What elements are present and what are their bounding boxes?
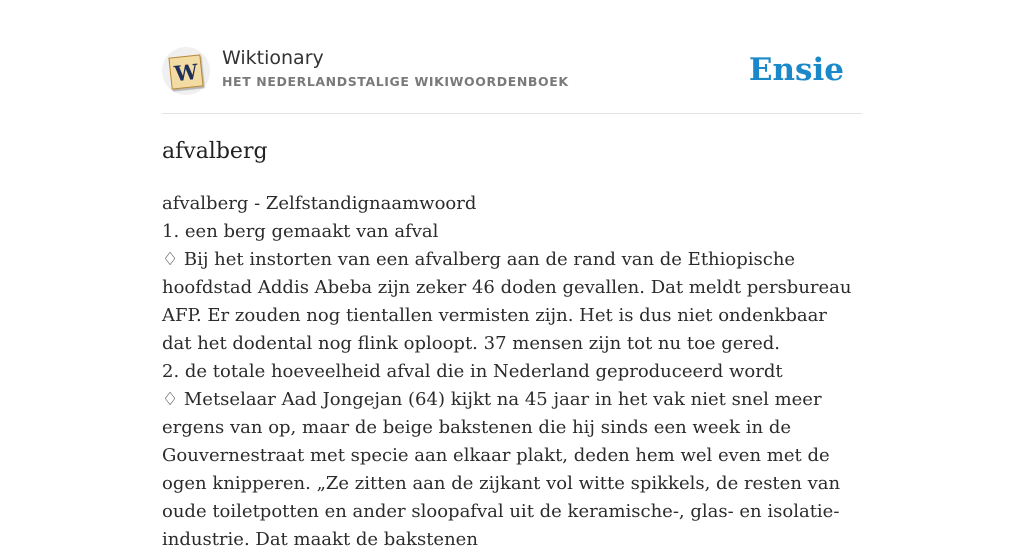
wiktionary-tile-icon: W xyxy=(168,54,203,89)
example-2: ♢ Metselaar Aad Jongejan (64) kijkt na 45 jaar in het vak niet snel meer ergens van op, maar de beige bakstenen die hij sinds een week in de Gouvernestraat met specie aan elkaar plakt, deden hem wel even met de ogen knipperen. „Ze zitten aan de zijkant vol witte spikkels, de resten van oude toiletpotten en ander sloopafval uit de keramische-, glas- en isolatie-industrie. Dat maakt de bakstenen xyxy=(162,389,841,550)
definition-1: 1. een berg gemaakt van afval xyxy=(162,221,439,242)
ensie-logo[interactable]: Ensie xyxy=(748,52,844,88)
site-tagline: HET NEDERLANDSTALIGE WIKIWOORDENBOEK xyxy=(222,74,569,89)
site-name[interactable]: Wiktionary xyxy=(222,47,324,69)
example-1: ♢ Bij het instorten van een afvalberg aan de rand van de Ethiopische hoofdstad Addis Abeba zijn zeker 46 doden gevallen. Dat meldt persbureau AFP. Er zouden nog tientallen vermisten zijn. Het is dus niet ondenkbaar dat het dodental nog flink oploopt. 37 mensen zijn tot nu toe gered. xyxy=(162,249,852,354)
header-divider xyxy=(162,113,862,114)
entry-card xyxy=(162,0,862,550)
entry-heading-line: afvalberg - Zelfstandignaamwoord xyxy=(162,193,477,214)
entry-content xyxy=(162,190,862,554)
wiktionary-logo[interactable] xyxy=(162,47,210,95)
site-header xyxy=(162,44,862,98)
definition-2: 2. de totale hoeveelheid afval die in Nederland geproduceerd wordt xyxy=(162,361,783,382)
page-title: afvalberg xyxy=(162,139,268,164)
